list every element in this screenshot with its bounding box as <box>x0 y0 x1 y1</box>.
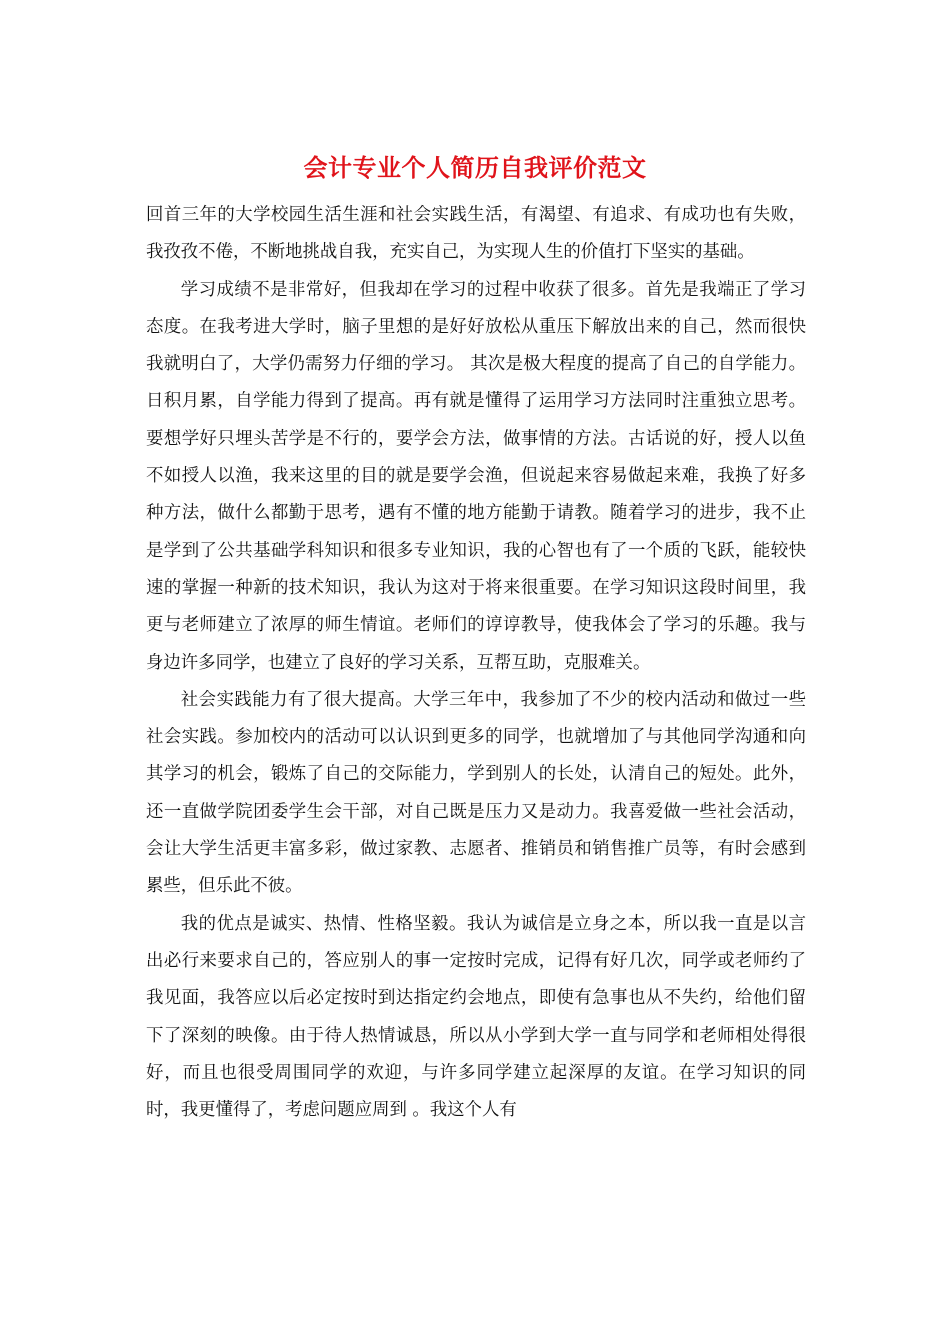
document-body <box>146 197 806 1129</box>
paragraph-social-practice: 社会实践能力有了很大提高。大学三年中，我参加了不少的校内活动和做过一些社会实践。参加校内的活动可以认识到更多的同学，也就增加了与其他同学沟通和向其学习的机会，锻炼了自己的交际能力，学到别人的长处，认清自己的短处。此外，还一直做学院团委学生会干部，对自己既是压力又是动力。我喜爱做一些社会活动，会让大学生活更丰富多彩，做过家教、志愿者、推销员和销售推广员等，有时会感到累些，但乐此不彼。 <box>146 689 806 897</box>
document-title: 会计专业个人简历自我评价范文 <box>303 153 647 182</box>
paragraph-study: 学习成绩不是非常好，但我却在学习的过程中收获了很多。首先是我端正了学习态度。在我考进大学时，脑子里想的是好好放松从重压下解放出来的自己，然而很快我就明白了，大学仍需努力仔细的学习。 其次是极大程度的提高了自己的自学能力。日积月累，自学能力得到了提高。再有就是懂得了运用学习方法同时注重独立思考。要想学好只埋头苦学是不行的，要学会方法，做事情的方法。古话说的好，授人以鱼不如授人以渔，我来这里的目的就是要学会渔，但说起来容易做起来难，我换了好多种方法，做什么都勤于思考，遇有不懂的地方能勤于请教。随着学习的进步，我不止是学到了公共基础学科知识和很多专业知识，我的心智也有了一个质的飞跃，能较快速的掌握一种新的技术知识，我认为这对于将来很重要。在学习知识这段时间里，我更与老师建立了浓厚的师生情谊。老师们的谆谆教导，使我体会了学习的乐趣。我与身边许多同学，也建立了良好的学习关系，互帮互助，克服难关。 <box>146 279 806 673</box>
paragraph-intro: 回首三年的大学校园生活生涯和社会实践生活，有渴望、有追求、有成功也有失败，我孜孜不倦，不断地挑战自我，充实自己，为实现人生的价值打下坚实的基础。 <box>146 205 806 263</box>
paragraph-strengths: 我的优点是诚实、热情、性格坚毅。我认为诚信是立身之本，所以我一直是以言出必行来要求自己的，答应别人的事一定按时完成，记得有好几次，同学或老师约了我见面，我答应以后必定按时到达指定约会地点，即使有急事也从不失约，给他们留下了深刻的映像。由于待人热情诚恳，所以从小学到大学一直与同学和老师相处得很好，而且也很受周围同学的欢迎，与许多同学建立起深厚的友谊。在学习知识的同时，我更懂得了，考虑问题应周到 。我这个人有 <box>146 913 806 1121</box>
